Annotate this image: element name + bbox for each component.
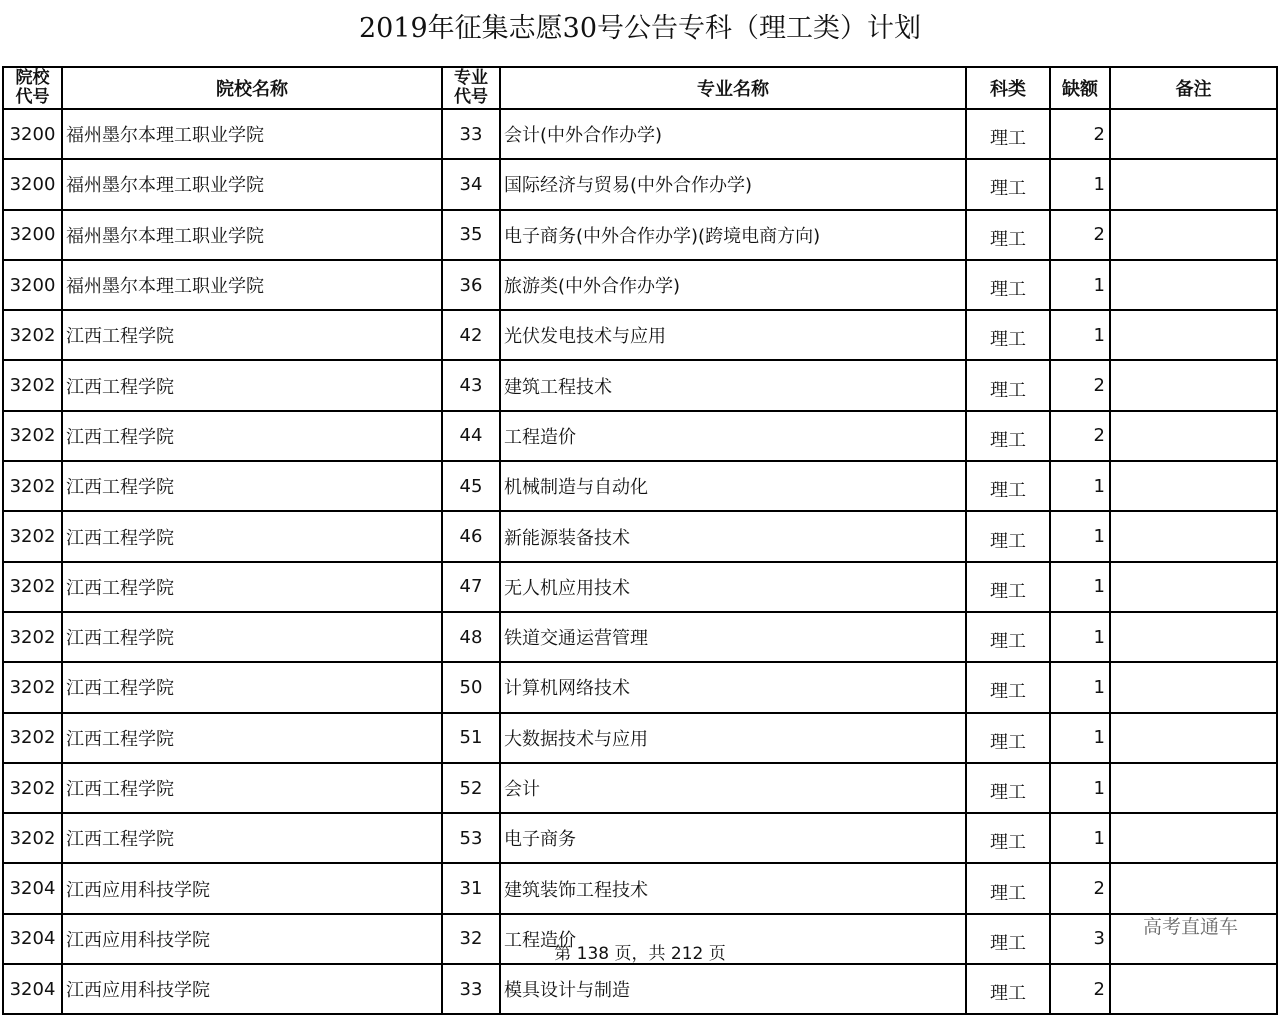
- cell-subject: 理工: [966, 461, 1050, 511]
- cell-school-code: 3204: [3, 964, 62, 1014]
- cell-subject: 理工: [966, 310, 1050, 360]
- cell-school-code: 3202: [3, 813, 62, 863]
- cell-school-name: 江西工程学院: [62, 360, 442, 410]
- table-row: [3, 713, 1277, 763]
- cell-major-code: 43: [442, 360, 500, 410]
- cell-school-code: 3202: [3, 411, 62, 461]
- header-vacancy: 缺额: [1050, 67, 1110, 109]
- cell-major-name: 电子商务(中外合作办学)(跨境电商方向): [500, 210, 966, 260]
- cell-school-code: 3202: [3, 511, 62, 561]
- table-row: [3, 411, 1277, 461]
- cell-school-code: 3202: [3, 763, 62, 813]
- cell-subject: 理工: [966, 159, 1050, 209]
- header-school-name: 院校名称: [62, 67, 442, 109]
- cell-vacancy: 1: [1050, 511, 1110, 561]
- cell-major-code: 31: [442, 863, 500, 913]
- cell-school-code: 3200: [3, 260, 62, 310]
- cell-school-code: 3202: [3, 713, 62, 763]
- cell-vacancy: 1: [1050, 813, 1110, 863]
- cell-school-name: 福州墨尔本理工职业学院: [62, 210, 442, 260]
- cell-subject: 理工: [966, 914, 1050, 964]
- header-subject: 科类: [966, 67, 1050, 109]
- cell-vacancy: 3: [1050, 914, 1110, 964]
- cell-major-name: 建筑装饰工程技术: [500, 863, 966, 913]
- cell-subject: 理工: [966, 360, 1050, 410]
- cell-major-code: 53: [442, 813, 500, 863]
- cell-vacancy: 1: [1050, 260, 1110, 310]
- cell-school-name: 福州墨尔本理工职业学院: [62, 159, 442, 209]
- cell-major-name: 大数据技术与应用: [500, 713, 966, 763]
- cell-subject: 理工: [966, 260, 1050, 310]
- cell-major-name: 工程造价: [500, 411, 966, 461]
- cell-school-name: 江西工程学院: [62, 411, 442, 461]
- table-row: [3, 159, 1277, 209]
- cell-school-code: 3202: [3, 662, 62, 712]
- header-major-code: 专业 代号: [442, 67, 500, 109]
- cell-school-name: 江西工程学院: [62, 713, 442, 763]
- cell-remark: [1110, 863, 1277, 913]
- cell-major-name: 铁道交通运营管理: [500, 612, 966, 662]
- cell-school-name: 江西工程学院: [62, 813, 442, 863]
- cell-major-code: 32: [442, 914, 500, 964]
- table-row: [3, 964, 1277, 1014]
- cell-vacancy: 2: [1050, 863, 1110, 913]
- cell-major-code: 44: [442, 411, 500, 461]
- cell-school-code: 3200: [3, 109, 62, 159]
- cell-school-name: 江西工程学院: [62, 511, 442, 561]
- table-row: [3, 763, 1277, 813]
- cell-subject: 理工: [966, 813, 1050, 863]
- cell-major-name: 国际经济与贸易(中外合作办学): [500, 159, 966, 209]
- cell-vacancy: 1: [1050, 662, 1110, 712]
- cell-major-code: 34: [442, 159, 500, 209]
- table-row: [3, 360, 1277, 410]
- cell-school-name: 江西工程学院: [62, 461, 442, 511]
- cell-major-code: 33: [442, 964, 500, 1014]
- cell-subject: 理工: [966, 109, 1050, 159]
- cell-major-code: 47: [442, 562, 500, 612]
- cell-subject: 理工: [966, 210, 1050, 260]
- table-row: [3, 813, 1277, 863]
- table-row: [3, 612, 1277, 662]
- cell-major-name: 计算机网络技术: [500, 662, 966, 712]
- table-row: [3, 310, 1277, 360]
- table-row: [3, 461, 1277, 511]
- cell-major-name: 旅游类(中外合作办学): [500, 260, 966, 310]
- cell-subject: 理工: [966, 662, 1050, 712]
- cell-school-code: 3202: [3, 310, 62, 360]
- cell-school-name: 江西应用科技学院: [62, 964, 442, 1014]
- cell-major-name: 无人机应用技术: [500, 562, 966, 612]
- plan-table: [2, 66, 1278, 1015]
- cell-major-code: 36: [442, 260, 500, 310]
- cell-major-code: 52: [442, 763, 500, 813]
- cell-school-name: 福州墨尔本理工职业学院: [62, 260, 442, 310]
- cell-major-name: 电子商务: [500, 813, 966, 863]
- cell-subject: 理工: [966, 562, 1050, 612]
- cell-school-name: 江西工程学院: [62, 612, 442, 662]
- cell-school-code: 3204: [3, 914, 62, 964]
- cell-school-code: 3204: [3, 863, 62, 913]
- cell-vacancy: 2: [1050, 360, 1110, 410]
- cell-major-code: 50: [442, 662, 500, 712]
- cell-vacancy: 1: [1050, 713, 1110, 763]
- cell-vacancy: 1: [1050, 461, 1110, 511]
- cell-vacancy: 1: [1050, 612, 1110, 662]
- cell-vacancy: 1: [1050, 310, 1110, 360]
- cell-remark: [1110, 159, 1277, 209]
- cell-major-code: 45: [442, 461, 500, 511]
- table-row: [3, 511, 1277, 561]
- cell-school-name: 江西工程学院: [62, 562, 442, 612]
- cell-remark: [1110, 612, 1277, 662]
- cell-remark: [1110, 411, 1277, 461]
- table-row: [3, 562, 1277, 612]
- cell-remark: [1110, 964, 1277, 1014]
- table-row: [3, 863, 1277, 913]
- table-row: [3, 662, 1277, 712]
- cell-school-code: 3200: [3, 159, 62, 209]
- cell-school-name: 福州墨尔本理工职业学院: [62, 109, 442, 159]
- page-title: 2019年征集志愿30号公告专科（理工类）计划: [358, 13, 922, 44]
- cell-major-code: 35: [442, 210, 500, 260]
- cell-vacancy: 1: [1050, 159, 1110, 209]
- cell-remark: [1110, 360, 1277, 410]
- cell-school-code: 3202: [3, 562, 62, 612]
- header-school-code: 院校 代号: [3, 67, 62, 109]
- page-footer: 第 138 页，共 212 页: [554, 944, 726, 964]
- cell-remark: [1110, 813, 1277, 863]
- cell-subject: 理工: [966, 763, 1050, 813]
- cell-vacancy: 2: [1050, 210, 1110, 260]
- cell-subject: 理工: [966, 411, 1050, 461]
- cell-remark: [1110, 763, 1277, 813]
- cell-school-name: 江西应用科技学院: [62, 863, 442, 913]
- cell-vacancy: 2: [1050, 411, 1110, 461]
- cell-school-name: 江西工程学院: [62, 310, 442, 360]
- cell-subject: 理工: [966, 863, 1050, 913]
- cell-school-code: 3200: [3, 210, 62, 260]
- cell-remark: [1110, 461, 1277, 511]
- header-major-name: 专业名称: [500, 67, 966, 109]
- cell-remark: [1110, 511, 1277, 561]
- cell-vacancy: 1: [1050, 562, 1110, 612]
- cell-major-name: 新能源装备技术: [500, 511, 966, 561]
- cell-school-name: 江西工程学院: [62, 662, 442, 712]
- cell-major-name: 机械制造与自动化: [500, 461, 966, 511]
- cell-major-code: 51: [442, 713, 500, 763]
- table-row: [3, 260, 1277, 310]
- cell-school-code: 3202: [3, 461, 62, 511]
- cell-subject: 理工: [966, 964, 1050, 1014]
- table-row: [3, 109, 1277, 159]
- cell-school-name: 江西工程学院: [62, 763, 442, 813]
- cell-major-code: 42: [442, 310, 500, 360]
- cell-major-name: 会计: [500, 763, 966, 813]
- cell-major-code: 33: [442, 109, 500, 159]
- cell-major-name: 建筑工程技术: [500, 360, 966, 410]
- cell-remark: [1110, 260, 1277, 310]
- cell-vacancy: 2: [1050, 109, 1110, 159]
- cell-major-name: 工程造价: [500, 914, 966, 964]
- header-remark: 备注: [1110, 67, 1277, 109]
- watermark: 高考直通车: [1143, 916, 1239, 938]
- cell-remark: [1110, 662, 1277, 712]
- cell-remark: [1110, 109, 1277, 159]
- cell-vacancy: 2: [1050, 964, 1110, 1014]
- cell-remark: [1110, 562, 1277, 612]
- cell-subject: 理工: [966, 713, 1050, 763]
- cell-major-code: 48: [442, 612, 500, 662]
- cell-vacancy: 1: [1050, 763, 1110, 813]
- cell-major-name: 会计(中外合作办学): [500, 109, 966, 159]
- cell-school-code: 3202: [3, 360, 62, 410]
- cell-remark: [1110, 210, 1277, 260]
- cell-school-name: 江西应用科技学院: [62, 914, 442, 964]
- cell-major-name: 模具设计与制造: [500, 964, 966, 1014]
- cell-subject: 理工: [966, 511, 1050, 561]
- cell-school-code: 3202: [3, 612, 62, 662]
- cell-major-code: 46: [442, 511, 500, 561]
- table-header-row: [3, 67, 1277, 109]
- table-row: [3, 210, 1277, 260]
- cell-major-name: 光伏发电技术与应用: [500, 310, 966, 360]
- cell-remark: [1110, 310, 1277, 360]
- cell-remark: [1110, 713, 1277, 763]
- cell-subject: 理工: [966, 612, 1050, 662]
